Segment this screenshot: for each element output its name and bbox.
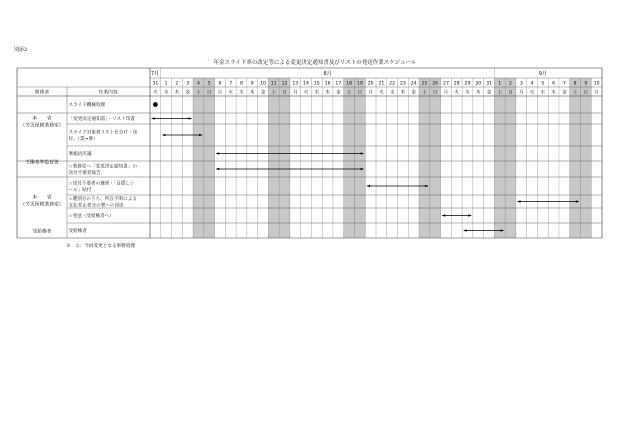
weekday-label: 金 <box>562 90 567 96</box>
weekday-label: 日 <box>357 90 363 96</box>
weekend-shading <box>570 78 581 238</box>
weekday-label: 木 <box>475 90 481 96</box>
day-number: 30 <box>475 81 482 87</box>
task-label: 支払差止者分の署への回送 <box>68 203 124 209</box>
weekend-shading <box>505 78 516 238</box>
department-label: 本 省 <box>32 116 52 122</box>
day-number: 14 <box>303 81 309 87</box>
day-number: 4 <box>196 81 200 87</box>
weekday-label: 金 <box>260 90 266 96</box>
task-label: 受給権者 <box>68 229 87 235</box>
weekday-label: 火 <box>529 90 535 96</box>
day-number: 2 <box>509 81 512 87</box>
weekday-label: 土 <box>196 90 201 96</box>
weekday-label: 金 <box>185 90 190 96</box>
day-number: 28 <box>453 81 460 87</box>
weekday-label: 土 <box>271 90 277 96</box>
task-label: スライド機械処理 <box>68 103 106 109</box>
weekday-label: 火 <box>153 90 158 96</box>
department-label: 本 省 <box>32 195 52 201</box>
task-label: スライド対象者リスト仕分け・送 <box>68 130 138 136</box>
weekday-label: 月 <box>217 90 223 96</box>
weekday-label: 日 <box>583 90 589 96</box>
task-label: ール」貼付 <box>68 188 92 193</box>
task-label: 「変更決定通知書」・リスト印書 <box>68 117 136 123</box>
day-number: 16 <box>324 81 331 87</box>
weekend-shading <box>344 78 355 238</box>
weekday-label: 土 <box>346 90 352 96</box>
weekday-label: 日 <box>432 90 438 96</box>
day-number: 26 <box>432 81 439 87</box>
weekday-label: 土 <box>497 90 503 96</box>
weekday-label: 水 <box>239 90 244 96</box>
weekend-shading <box>279 78 290 238</box>
weekday-label: 土 <box>422 90 427 96</box>
weekend-shading <box>430 78 441 238</box>
task-label: ☆業務室へ「変更決定通知書」の <box>68 164 137 170</box>
day-number: 1 <box>164 81 168 87</box>
task-label: ☆送付不要者の選別・「目隠しシ <box>68 181 135 187</box>
day-number: 31 <box>152 81 159 87</box>
day-number: 22 <box>389 81 396 87</box>
weekday-label: 火 <box>454 90 460 96</box>
day-number: 15 <box>313 81 320 87</box>
department-label: 労働基準監督署 <box>25 160 59 166</box>
weekend-shading <box>580 78 591 238</box>
weekend-shading <box>419 78 430 238</box>
day-number: 8 <box>573 81 577 87</box>
arrow-head-left <box>152 117 155 120</box>
weekend-shading <box>354 78 365 238</box>
day-number: 27 <box>443 81 449 87</box>
day-number: 8 <box>240 81 243 87</box>
weekday-label: 水 <box>163 90 169 96</box>
day-number: 9 <box>584 81 588 87</box>
month-label: 7月 <box>151 71 160 77</box>
day-number: 24 <box>410 81 417 87</box>
day-number: 4 <box>530 81 534 87</box>
weekday-label: 日 <box>282 90 287 96</box>
day-number: 10 <box>260 81 266 87</box>
day-number: 17 <box>335 81 342 87</box>
weekday-label: 月 <box>443 90 449 96</box>
arrow-head-left <box>216 168 219 171</box>
weekend-shading <box>204 78 215 238</box>
arrow-head-right <box>188 117 191 120</box>
weekday-label: 月 <box>594 90 599 96</box>
day-number: 6 <box>218 81 222 87</box>
day-number: 6 <box>552 81 556 87</box>
weekday-label: 月 <box>368 90 373 96</box>
weekend-shading <box>193 78 204 238</box>
weekday-label: 木 <box>551 90 556 96</box>
weekday-label: 金 <box>336 90 341 96</box>
weekday-label: 日 <box>508 90 513 96</box>
day-number: 23 <box>399 81 406 87</box>
weekday-label: 水 <box>389 90 395 96</box>
day-number: 29 <box>464 81 471 87</box>
day-number: 5 <box>541 81 545 87</box>
weekend-shading <box>494 78 505 238</box>
task-label: ☆発送（受給権者へ） <box>68 214 114 220</box>
column-header-dept: 関係者 <box>34 90 50 96</box>
day-number: 3 <box>186 81 190 87</box>
arrow-head-left <box>367 185 370 188</box>
weekday-label: 月 <box>292 90 298 96</box>
day-number: 18 <box>346 81 353 87</box>
task-label: ☆選別分のうち、所在不明による <box>68 196 137 202</box>
task-label: 付。（業→署） <box>68 137 98 142</box>
weekday-label: 土 <box>572 90 578 96</box>
day-number: 11 <box>270 81 277 87</box>
month-label: 9月 <box>538 71 547 77</box>
day-number: 2 <box>175 81 179 87</box>
attachment-label: 別添2 <box>14 47 28 53</box>
weekday-label: 木 <box>325 90 330 96</box>
month-label: 8月 <box>323 71 332 77</box>
weekday-label: 金 <box>411 90 416 96</box>
department-label: （労災保険業務室） <box>20 123 64 129</box>
arrow-head-right <box>468 214 471 217</box>
arrow-head-left <box>518 200 521 203</box>
weekday-label: 木 <box>400 90 406 96</box>
weekday-label: 月 <box>518 90 524 96</box>
day-number: 12 <box>281 81 288 87</box>
arrow-head-left <box>442 214 445 217</box>
day-number: 9 <box>250 81 254 87</box>
task-label: 署総括決議 <box>68 152 92 158</box>
day-number: 21 <box>378 81 385 87</box>
weekday-label: 火 <box>303 90 309 96</box>
day-number: 25 <box>421 81 428 87</box>
milestone-dot <box>153 102 158 107</box>
weekday-label: 日 <box>206 90 212 96</box>
column-header-task: 作業内容 <box>98 90 118 96</box>
arrow-head-left <box>216 152 219 155</box>
day-number: 3 <box>519 81 523 87</box>
weekday-label: 水 <box>314 90 320 96</box>
weekday-label: 火 <box>228 90 234 96</box>
day-number: 10 <box>593 81 600 87</box>
document-title: 年金スライド率の改定等による変更決定通知書及びリストの発送作業スケジュール <box>213 60 417 66</box>
day-number: 7 <box>229 81 233 87</box>
day-number: 5 <box>207 81 211 87</box>
arrow-head-left <box>162 134 165 137</box>
weekday-label: 火 <box>379 90 384 96</box>
day-number: 13 <box>292 81 299 87</box>
weekday-label: 木 <box>174 90 180 96</box>
department-label: （労災保険業務室） <box>20 202 64 208</box>
task-label: 送付不要者報告 <box>68 171 101 176</box>
day-number: 20 <box>367 81 374 87</box>
day-number: 7 <box>562 81 566 87</box>
weekday-label: 水 <box>465 90 470 96</box>
arrow-head-left <box>464 229 467 232</box>
weekday-label: 木 <box>249 90 255 96</box>
weekday-label: 水 <box>540 90 546 96</box>
day-number: 31 <box>486 81 492 87</box>
footnote: ※ ☆：今回変更となる事務処理 <box>66 244 135 249</box>
day-number: 1 <box>498 81 502 87</box>
department-label: 受給権者 <box>32 229 52 235</box>
weekday-label: 金 <box>486 90 492 96</box>
weekend-shading <box>268 78 279 238</box>
day-number: 19 <box>356 81 363 87</box>
